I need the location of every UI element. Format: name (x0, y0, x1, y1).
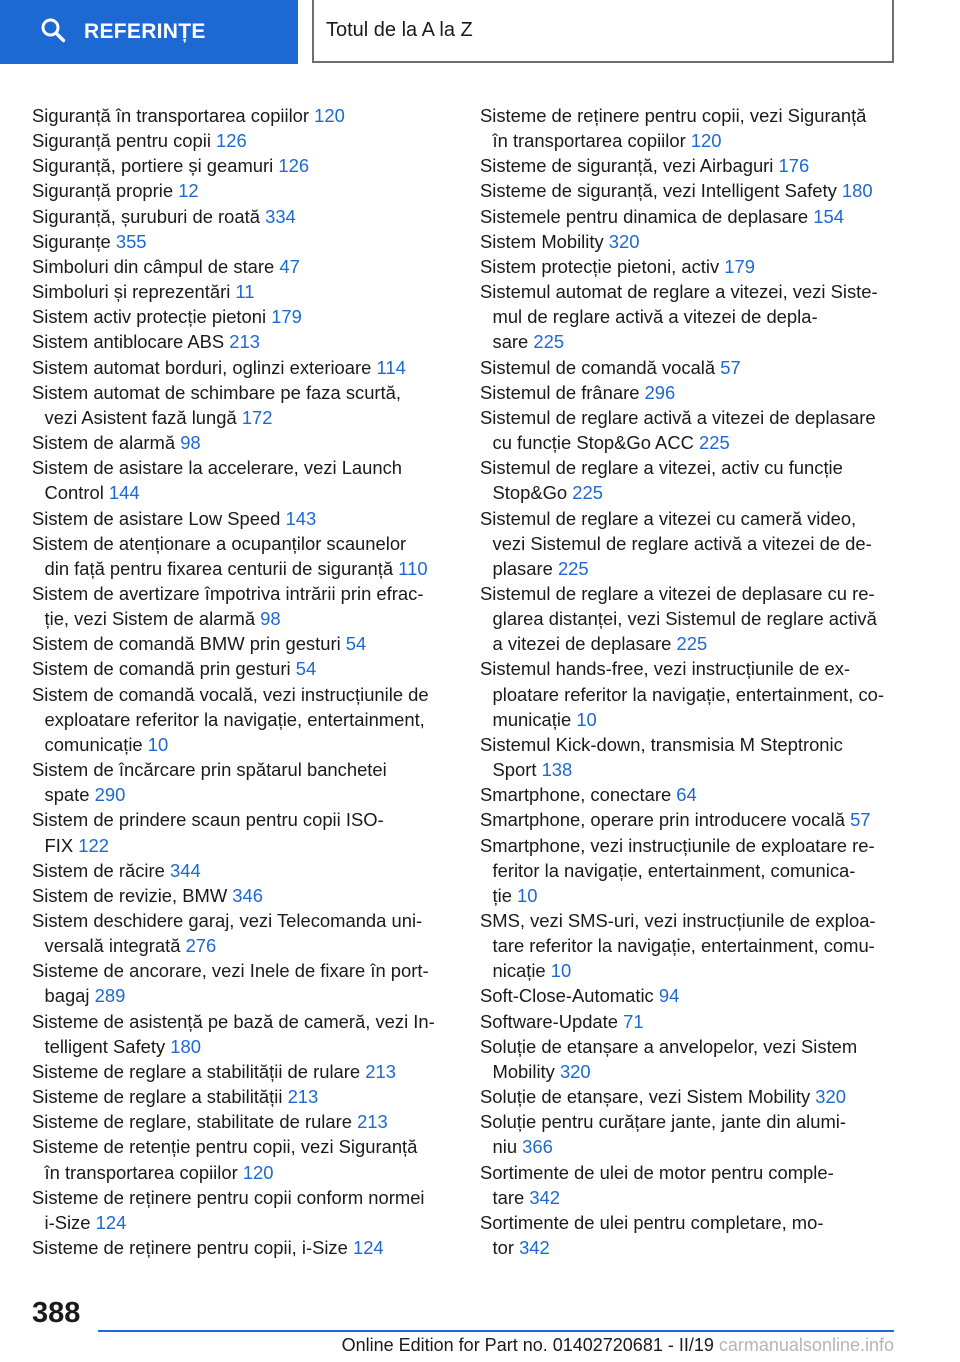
entry-text: Sisteme de ancorare, vezi Inele de fixare în port- (32, 960, 429, 982)
index-entry (32, 103, 452, 128)
entry-text: Sistemul de reglare a vitezei cu cameră video, (480, 507, 857, 529)
index-entry (32, 883, 452, 908)
entry-text: Siguranță proprie (32, 180, 179, 202)
page-link[interactable]: 47 (279, 255, 300, 277)
page-link[interactable]: 296 (644, 381, 676, 403)
tab-title: Totul de la A la Z (326, 19, 473, 41)
page-link[interactable]: 346 (232, 884, 263, 906)
page-link[interactable]: 355 (115, 230, 147, 252)
page-link[interactable]: 12 (178, 180, 199, 202)
index-entry (480, 833, 900, 908)
page-link[interactable]: 225 (533, 331, 565, 353)
entry-text: în transportarea copiilor (492, 130, 691, 152)
entry-text: din față pentru fixarea centurii de siguranță (44, 557, 399, 579)
entry-text: exploatare referitor la navigație, entertainment, (44, 708, 425, 730)
entry-text: Sistem de răcire (32, 859, 170, 881)
index-entry (480, 732, 900, 782)
entry-text: Sisteme de retenție pentru copii, vezi Siguranță (32, 1136, 418, 1158)
entry-text: Sistemul de reglare activă a vitezei de deplasare (480, 406, 876, 428)
page-link[interactable]: 71 (623, 1010, 644, 1032)
entry-text: FIX (44, 834, 79, 856)
index-entry (480, 380, 900, 405)
page-link[interactable]: 144 (108, 482, 140, 504)
entry-text: niu (492, 1136, 523, 1158)
page-link[interactable]: 289 (94, 985, 126, 1007)
entry-text: cu funcție Stop&Go ACC (492, 432, 699, 454)
index-entry (32, 153, 452, 178)
entry-text: Smartphone, vezi instrucțiunile de exploatare re- (480, 834, 875, 856)
entry-text: a vitezei de deplasare (492, 633, 677, 655)
index-entry (480, 455, 900, 505)
page-link[interactable]: 320 (559, 1060, 591, 1082)
entry-text: Sortimente de ulei pentru completare, mo- (480, 1211, 824, 1233)
entry-text: municație (492, 708, 577, 730)
index-entry (480, 506, 900, 581)
index-entry (32, 1109, 452, 1134)
entry-text: Sisteme de reglare, stabilitate de rulare (32, 1111, 358, 1133)
index-entry (480, 178, 900, 203)
entry-text: Sistem automat borduri, oglinzi exterioare (32, 356, 377, 378)
page-link[interactable]: 126 (216, 130, 247, 152)
page-link[interactable]: 276 (185, 935, 217, 957)
page-link[interactable]: 154 (813, 205, 844, 227)
entry-text: Siguranță, șuruburi de roată (32, 205, 266, 227)
index-entry (480, 103, 900, 153)
entry-text: feritor la navigație, entertainment, comunica- (492, 859, 856, 881)
page-link[interactable]: 176 (778, 155, 810, 177)
index-entry (32, 1084, 452, 1109)
index-entry (32, 1185, 452, 1235)
page-link[interactable]: 110 (398, 557, 428, 579)
index-entry (480, 204, 900, 229)
index-entry (32, 128, 452, 153)
entry-text: Sistem deschidere garaj, vezi Telecomanda uni- (32, 910, 423, 931)
page-link[interactable]: 64 (676, 784, 697, 806)
page-link[interactable]: 342 (529, 1186, 560, 1208)
index-entry (32, 455, 452, 505)
index-entry (32, 631, 452, 656)
watermark: carmanualsonline.info (718, 1335, 894, 1355)
entry-text: Sisteme de reținere pentru copii, vezi Siguranță (480, 105, 867, 126)
page-link[interactable]: 143 (285, 507, 317, 529)
entry-text: Sistem de comandă prin gesturi (32, 658, 296, 680)
page-link[interactable]: 172 (241, 406, 273, 428)
page-link[interactable]: 122 (78, 834, 109, 856)
page-link[interactable]: 94 (658, 985, 680, 1007)
index-entry (32, 1059, 452, 1084)
footer-divider (98, 1330, 894, 1332)
entry-text: Smartphone, operare prin introducere vocală (480, 809, 851, 831)
page-link[interactable]: 54 (295, 658, 317, 680)
index-entry (480, 229, 900, 254)
entry-text: Sistemul de reglare a vitezei, activ cu funcție (480, 457, 843, 479)
entry-text: Sistemele pentru dinamica de deplasare (480, 205, 814, 227)
index-entry (32, 807, 452, 857)
entry-text: versală integrată (44, 935, 186, 957)
page-link[interactable]: 366 (522, 1136, 553, 1158)
page-link[interactable]: 11 (235, 281, 255, 303)
entry-text: Software-Update (480, 1010, 624, 1032)
entry-text: ploatare referitor la navigație, entertainment, co- (492, 683, 885, 705)
index-entry (32, 430, 452, 455)
entry-text: tor (492, 1237, 520, 1259)
page-link[interactable]: 54 (345, 633, 367, 655)
index-entry (480, 153, 900, 178)
entry-text: Sistem de asistare Low Speed (32, 507, 286, 529)
entry-text: vezi Asistent fază lungă (44, 406, 242, 428)
page-link[interactable]: 138 (541, 759, 573, 781)
edition-text: Online Edition for Part no. 01402720681 - II/19 (341, 1335, 714, 1355)
page-link[interactable]: 124 (352, 1237, 384, 1259)
references-label: REFERINȚE (84, 20, 206, 43)
index-column-right (480, 103, 900, 1260)
index-entry (32, 1134, 452, 1184)
index-entry (32, 506, 452, 531)
entry-text: plasare (492, 557, 558, 579)
index-entry (480, 782, 900, 807)
entry-text: Sistemul automat de reglare a vitezei, vezi Siste- (480, 281, 878, 303)
entry-text: Simboluri și reprezentări (32, 281, 236, 303)
page-link[interactable]: 320 (815, 1086, 846, 1108)
page-link[interactable]: 120 (314, 105, 345, 126)
entry-text: tare referitor la navigație, entertainment, comu- (492, 935, 875, 957)
entry-text: SMS, vezi SMS-uri, vezi instrucțiunile de exploa- (480, 910, 876, 931)
entry-text: vezi Sistemul de reglare activă a vitezei de de- (492, 532, 872, 554)
index-entry (32, 682, 452, 757)
index-entry (480, 807, 900, 832)
page-link[interactable]: 290 (94, 784, 126, 806)
entry-text: Sistem de prindere scaun pentru copii ISO- (32, 809, 384, 831)
index-entry (480, 581, 900, 656)
entry-text: Siguranță în transportarea copiilor (32, 105, 315, 126)
references-search-button[interactable] (0, 0, 298, 64)
tab-a-to-z[interactable] (312, 0, 894, 63)
index-entry (480, 1210, 900, 1260)
index-column-left (32, 103, 452, 1260)
page-link[interactable]: 225 (557, 557, 589, 579)
entry-text: Siguranță, portiere și geamuri (32, 155, 279, 177)
entry-text: Sisteme de siguranță, vezi Airbaguri (480, 155, 779, 177)
index-entry (32, 656, 452, 681)
entry-text: Siguranțe (32, 230, 116, 252)
index-entry (480, 1034, 900, 1084)
entry-text: Sistem protecție pietoni, activ (480, 255, 725, 277)
index-entry (480, 983, 900, 1008)
index-entry (32, 757, 452, 807)
page-link[interactable]: 213 (287, 1086, 319, 1108)
page-link[interactable]: 10 (517, 884, 538, 906)
top-bar (0, 0, 960, 66)
entry-text: mul de reglare activă a vitezei de depla- (492, 306, 818, 328)
entry-text: Soluție de etanșare, vezi Sistem Mobility (480, 1086, 816, 1108)
page-link[interactable]: 180 (170, 1035, 201, 1057)
entry-text: Sistem de avertizare împotriva intrării prin efrac- (32, 582, 424, 604)
entry-text: Siguranță pentru copii (32, 130, 217, 152)
entry-text: Sport (492, 759, 542, 781)
entry-text: Sistem de alarmă (32, 432, 181, 454)
entry-text: Sistem Mobility (480, 230, 609, 252)
index-entry (32, 1009, 452, 1059)
page-link[interactable]: 213 (365, 1060, 396, 1082)
entry-text: Sistem de comandă BMW prin gesturi (32, 633, 346, 655)
index-entry (480, 908, 900, 983)
index-entry (480, 1160, 900, 1210)
entry-text: Simboluri din câmpul de stare (32, 255, 280, 277)
entry-text: Soft-Close-Automatic (480, 985, 659, 1007)
page-link[interactable]: 344 (169, 859, 201, 881)
page-link[interactable]: 120 (690, 130, 722, 152)
index-entry (32, 279, 452, 304)
page-link[interactable]: 320 (608, 230, 640, 252)
entry-text: nicație (492, 960, 551, 982)
page-link[interactable]: 342 (519, 1237, 550, 1259)
entry-text: Sisteme de reglare a stabilității de rulare (32, 1060, 366, 1082)
entry-text: Sistem antiblocare ABS (32, 331, 230, 353)
index-entry (480, 1009, 900, 1034)
index-entry (480, 279, 900, 354)
page-link[interactable]: 124 (95, 1211, 127, 1233)
index-entry (480, 656, 900, 731)
page-link[interactable]: 98 (180, 432, 201, 454)
index-entry (32, 229, 452, 254)
entry-text: bagaj (44, 985, 95, 1007)
index-entry (32, 908, 452, 958)
index-entry (32, 581, 452, 631)
index-entry (32, 329, 452, 354)
entry-text: Sortimente de ulei de motor pentru comple- (480, 1161, 834, 1183)
page-link[interactable]: 114 (376, 356, 406, 378)
index-entry (480, 254, 900, 279)
page-link[interactable]: 10 (576, 708, 597, 730)
index-entry (32, 1235, 452, 1260)
page-link[interactable]: 225 (676, 633, 708, 655)
entry-text: Stop&Go (492, 482, 573, 504)
page-link[interactable]: 10 (550, 960, 572, 982)
index-entry (32, 380, 452, 430)
index-entry (480, 405, 900, 455)
entry-text: Sistemul hands-free, vezi instrucțiunile de ex- (480, 658, 851, 680)
index-entry (32, 304, 452, 329)
index-entry (480, 1109, 900, 1159)
entry-text: i-Size (44, 1211, 96, 1233)
page-link[interactable]: 179 (724, 255, 755, 277)
entry-text: tare (492, 1186, 530, 1208)
entry-text: Control (44, 482, 109, 504)
index-entry (32, 204, 452, 229)
entry-text: Soluție de etanșare a anvelopelor, vezi Sistem (480, 1035, 858, 1057)
page-link[interactable]: 98 (260, 608, 281, 630)
page-link[interactable]: 57 (850, 809, 871, 831)
page-link[interactable]: 180 (841, 180, 873, 202)
index-entry (480, 1084, 900, 1109)
entry-text: spate (44, 784, 95, 806)
entry-text: Sistem activ protecție pietoni (32, 306, 272, 328)
entry-text: comunicație (44, 733, 148, 755)
entry-text: Sistem automat de schimbare pe faza scurtă, (32, 381, 402, 403)
page-link[interactable]: 126 (278, 155, 310, 177)
entry-text: glarea distanței, vezi Sistemul de reglare activă (492, 608, 877, 630)
entry-text: Soluție pentru curățare jante, jante din alumi- (480, 1111, 846, 1133)
entry-text: Sistem de încărcare prin spătarul banchetei (32, 759, 387, 781)
entry-text: Sisteme de reținere pentru copii conform normei (32, 1186, 425, 1208)
page-link[interactable]: 225 (699, 432, 730, 454)
footer-edition (280, 1335, 894, 1356)
page-number: 388 (32, 1297, 81, 1329)
entry-text: Sisteme de siguranță, vezi Intelligent Safety (480, 180, 842, 202)
index-entry (32, 254, 452, 279)
entry-text: în transportarea copiilor (44, 1161, 243, 1183)
entry-text: Sistem de revizie, BMW (32, 884, 233, 906)
index-entry (32, 355, 452, 380)
entry-text: Sistemul de reglare a vitezei de deplasare cu re- (480, 582, 875, 604)
entry-text: sare (492, 331, 534, 353)
entry-text: ție, vezi Sistem de alarmă (44, 608, 261, 630)
page-link[interactable]: 213 (229, 331, 260, 353)
index-entry (32, 531, 452, 581)
page-link[interactable]: 334 (265, 205, 296, 227)
entry-text: Smartphone, conectare (480, 784, 677, 806)
entry-text: Sistem de asistare la accelerare, vezi Launch (32, 457, 403, 479)
search-icon (40, 17, 84, 48)
entry-text: telligent Safety (44, 1035, 171, 1057)
page-link[interactable]: 120 (242, 1161, 274, 1183)
entry-text: Sisteme de asistență pe bază de cameră, vezi In- (32, 1010, 435, 1032)
entry-text: Sistemul de frânare (480, 381, 645, 403)
entry-text: Sistemul de comandă vocală (480, 356, 721, 378)
entry-text: Sisteme de reținere pentru copii, i-Size (32, 1237, 353, 1259)
index-entry (32, 178, 452, 203)
index-entry (32, 958, 452, 1008)
entry-text: Sistemul Kick-down, transmisia M Steptronic (480, 733, 843, 755)
index-entry (480, 355, 900, 380)
page-link[interactable]: 57 (720, 356, 741, 378)
entry-text: Sistem de comandă vocală, vezi instrucțiunile de (32, 683, 429, 705)
page-link[interactable]: 213 (357, 1111, 388, 1133)
entry-text: Mobility (492, 1060, 560, 1082)
entry-text: Sistem de atenționare a ocupanților scaunelor (32, 532, 407, 554)
page-link[interactable]: 10 (147, 733, 169, 755)
index-entry (32, 858, 452, 883)
entry-text: Sisteme de reglare a stabilității (32, 1086, 288, 1108)
page-link[interactable]: 225 (572, 482, 603, 504)
entry-text: ție (492, 884, 518, 906)
page-link[interactable]: 179 (271, 306, 302, 328)
